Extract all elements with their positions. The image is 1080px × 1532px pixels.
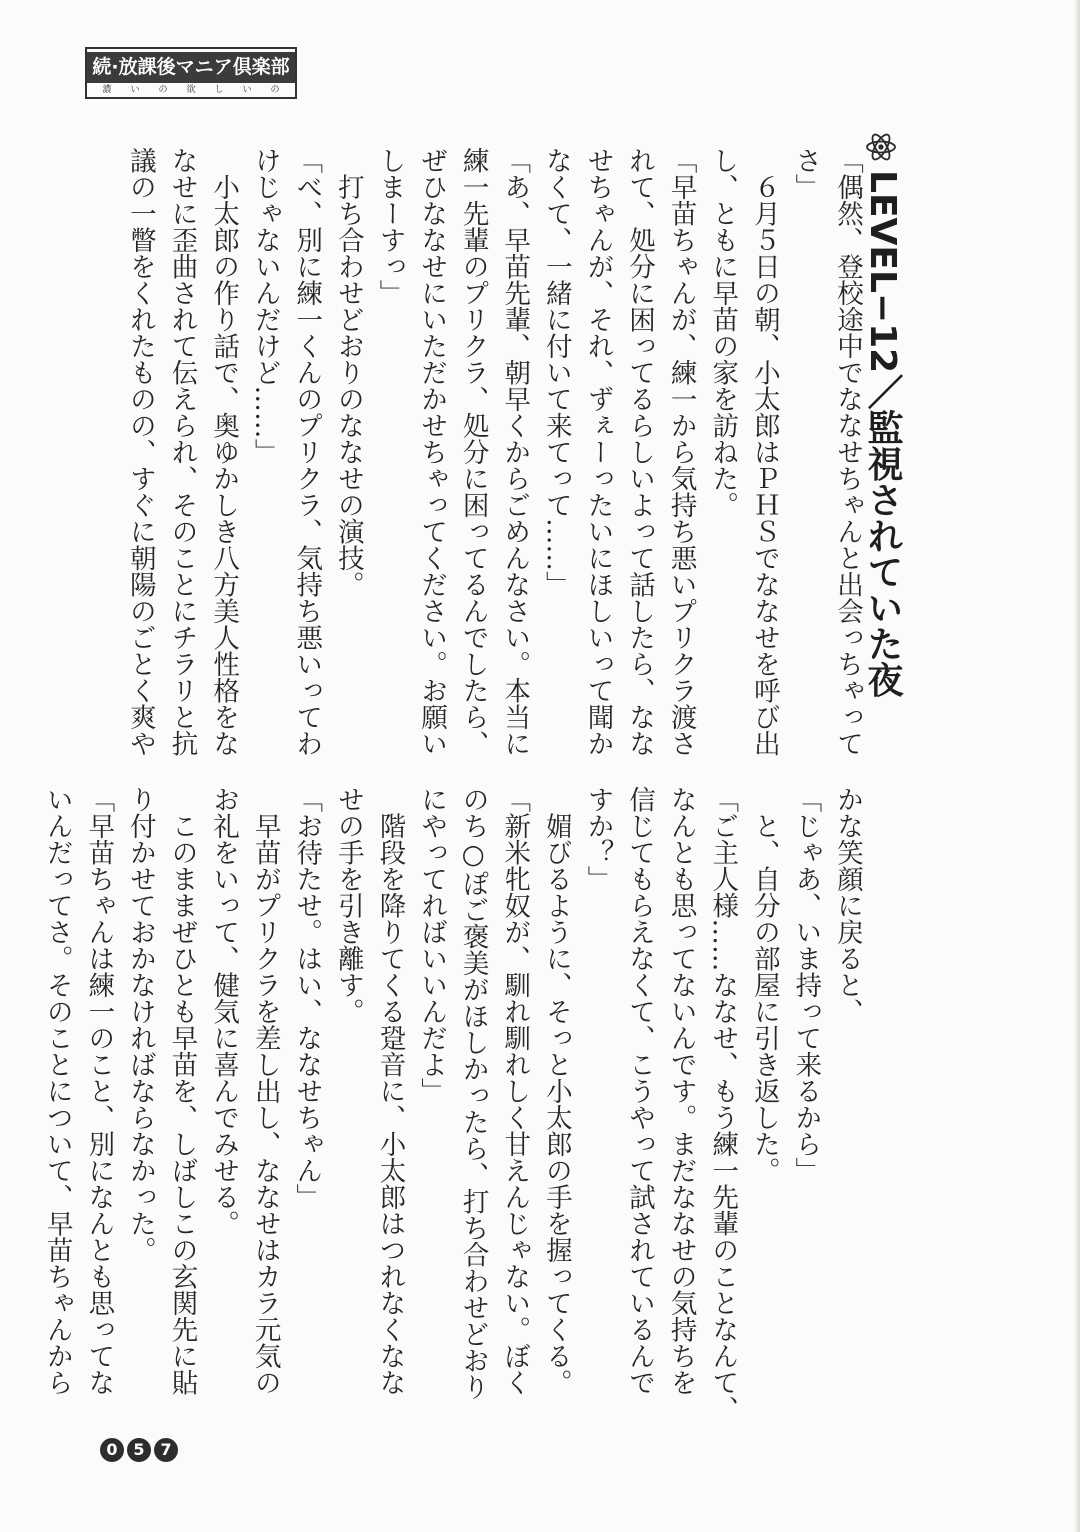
text-line: すか？」 xyxy=(582,786,614,892)
text-line: このままぜひとも早苗を、しばしこの玄関先に貼 xyxy=(166,786,198,1396)
text-line: なくて、一緒に付いて来てって……」 xyxy=(540,147,572,598)
text-line: せの手を引き離す。 xyxy=(332,786,364,1025)
text-line: 媚びるように、そっと小太郎の手を握ってくる。 xyxy=(540,786,572,1396)
text-line: 「ご主人様……ななせ、もう練一先輩のことなんて、 xyxy=(707,786,739,1422)
series-subtitle-char: 濃 xyxy=(102,85,112,95)
series-subtitle-char: い xyxy=(130,85,140,95)
text-line: り付かせておかなければならなかった。 xyxy=(124,786,156,1263)
text-line: けじゃないんだけど……」 xyxy=(249,147,281,465)
text-line: ６月５日の朝、小太郎はＰＨＳでななせを呼び出 xyxy=(748,147,780,757)
text-line: 早苗がプリクラを差し出し、ななせはカラ元気の xyxy=(249,786,281,1396)
text-line: 階段を降りてくる跫音に、小太郎はつれなくなな xyxy=(374,786,406,1396)
text-line: 「早苗ちゃんが、練一から気持ち悪いプリクラ渡さ xyxy=(665,147,697,757)
series-title: 続·放課後マニア倶楽部 xyxy=(87,52,295,83)
body-text-upper xyxy=(119,147,868,757)
text-line: 「お待たせ。はい、ななせちゃん」 xyxy=(291,786,323,1210)
text-line: 練一先輩のプリクラ、処分に困ってるんでしたら、 xyxy=(457,147,489,757)
series-subtitle-char: 欲 xyxy=(186,85,196,95)
body-text-lower xyxy=(36,786,868,1422)
text-line: いんだってさ。そのことについて、早苗ちゃんから xyxy=(41,786,73,1396)
page-number xyxy=(100,1438,178,1468)
series-subtitle-char: の xyxy=(270,85,280,95)
text-line: しまーすっ」 xyxy=(374,147,406,306)
text-line: せちゃんが、それ、ずぇーったいにほしいって聞か xyxy=(582,147,614,757)
chapter-title: LEVEL−12／監視されていた夜 xyxy=(862,170,903,698)
atom-icon xyxy=(864,130,898,164)
text-line: 「べ、別に練一くんのプリクラ、気持ち悪いってわ xyxy=(291,147,323,757)
series-subtitle-char: し xyxy=(214,85,224,95)
text-line: なせに歪曲されて伝えられ、そのことにチラリと抗 xyxy=(166,147,198,757)
text-line: にやってればいいんだよ」 xyxy=(416,786,448,1104)
page-edge-shadow xyxy=(1074,0,1080,1532)
text-line: ぜひななせにいただかせちゃってください。お願い xyxy=(416,147,448,757)
series-subtitle-char: の xyxy=(158,85,168,95)
page-number-digit: 5 xyxy=(127,1438,151,1462)
text-line: 「偶然、登校途中でななせちゃんと出会っちゃって xyxy=(832,147,863,757)
text-line: と、自分の部屋に引き返した。 xyxy=(748,786,780,1184)
series-title-box xyxy=(85,47,297,99)
text-line: れて、処分に困ってるらしいよって話したら、なな xyxy=(624,147,656,757)
text-line: 「じゃあ、いま持って来るから」 xyxy=(790,786,822,1184)
text-line: なんとも思ってないんです。まだななせの気持ちを xyxy=(665,786,697,1396)
text-line: かな笑顔に戻ると、 xyxy=(832,786,863,1025)
text-line: 議の一瞥をくれたものの、すぐに朝陽のごとく爽や xyxy=(124,147,156,757)
text-line: 「あ、早苗先輩、朝早くからごめんなさい。本当に xyxy=(499,147,531,757)
text-line: お礼をいって、健気に喜んでみせる。 xyxy=(208,786,240,1237)
text-line: 小太郎の作り話で、奥ゆかしき八方美人性格をな xyxy=(208,147,240,757)
text-line: 信じてもらえなくて、こうやって試されているんで xyxy=(624,786,656,1396)
text-line: さ」 xyxy=(790,147,822,200)
page-number-digit: 0 xyxy=(100,1438,124,1462)
text-line: 打ち合わせどおりのななせの演技。 xyxy=(332,147,364,598)
text-line: し、ともに早苗の家を訪ねた。 xyxy=(707,147,739,518)
text-line: 「新米牝奴が、馴れ馴れしく甘えんじゃない。ぼく xyxy=(499,786,531,1396)
series-subtitle xyxy=(87,84,295,96)
text-line: 「早苗ちゃんは練一のこと、別になんとも思ってな xyxy=(83,786,115,1396)
text-line: のち○ぽご褒美がほしかったら、打ち合わせどおり xyxy=(457,786,489,1400)
page-number-digit: 7 xyxy=(154,1438,178,1462)
series-subtitle-char: い xyxy=(242,85,252,95)
